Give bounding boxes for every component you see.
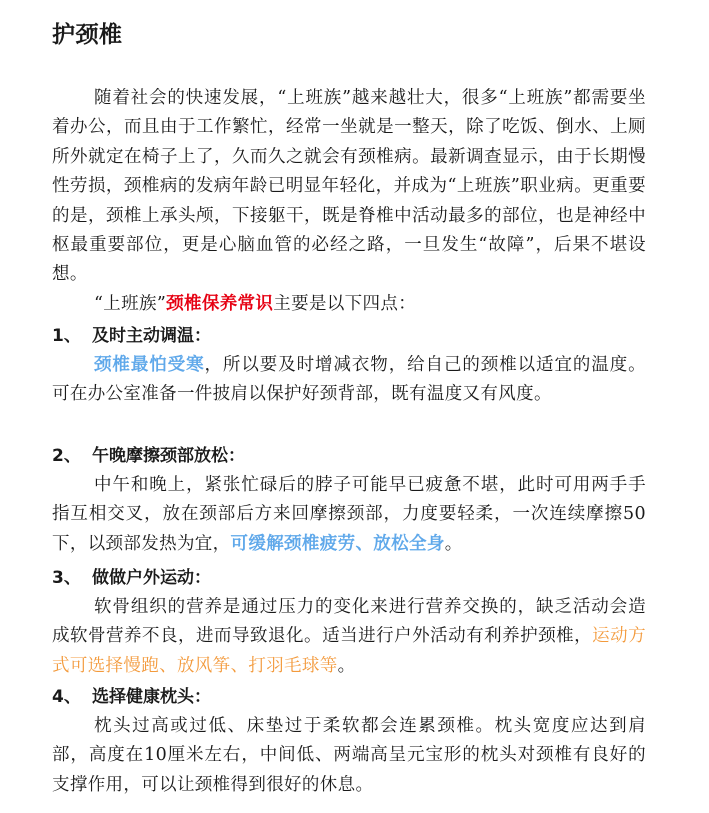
lead-highlight: 颈椎保养常识 — [166, 294, 274, 314]
section-heading-4 — [52, 685, 211, 709]
section-number: 4、 — [52, 687, 81, 707]
section-body-2 — [52, 471, 646, 559]
section-heading-3 — [52, 566, 211, 590]
section-body-4 — [52, 712, 646, 800]
intro-paragraph: 随着社会的快速发展，“上班族”越来越壮大，很多“上班族”都需要坐着办公，而且由于工作繁忙，经常一坐就是一整天，除了吃饭、倒水、上厕所外就定在椅子上了，久而久之就会有颈椎病。最新调查显示，由于长期慢性劳损，颈椎病的发病年龄已明显年轻化，并成为“上班族”职业病。更重要的是，颈椎上承头颅，下接躯干，既是脊椎中活动最多的部位，也是神经中枢最重要部位，更是心脑血管的必经之路，一旦发生“故障”，后果不堪设想。 — [52, 88, 646, 285]
section-number: 2、 — [52, 446, 81, 466]
section-number: 1、 — [52, 326, 81, 346]
section-text: 软骨组织的营养是通过压力的变化来进行营养交换的，缺乏活动会造成软骨营养不良，进而导致退化。适当进行户外活动有利养护颈椎， — [52, 597, 646, 647]
article-title: 护颈椎 — [52, 22, 123, 48]
section-highlight: 可缓解颈椎疲劳、放松全身 — [230, 533, 445, 554]
lead-after: 主要是以下四点： — [273, 294, 417, 314]
section-end: 。 — [337, 655, 356, 676]
section-highlight: 颈椎最怕受寒 — [94, 355, 205, 375]
section-body-1 — [52, 351, 646, 410]
section-heading-text: 做做户外运动： — [92, 568, 211, 588]
section-number: 3、 — [52, 568, 81, 588]
section-highlight: 运动方式可选择慢跑、放风筝、打羽毛球等 — [52, 626, 646, 676]
lead-paragraph — [52, 290, 646, 319]
section-heading-text: 选择健康枕头： — [92, 687, 211, 707]
section-heading-2 — [52, 444, 245, 468]
section-heading-text: 及时主动调温： — [92, 326, 211, 346]
section-text: 中午和晚上，紧张忙碌后的脖子可能早已疲惫不堪，此时可用两手手指互相交叉，放在颈部后方来回摩擦颈部，力度要轻柔，一次连续摩擦50下，以颈部发热为宜， — [52, 475, 646, 554]
section-heading-text: 午晚摩擦颈部放松： — [92, 446, 245, 466]
section-end: 。 — [444, 533, 463, 554]
section-text: 枕头过高或过低、床垫过于柔软都会连累颈椎。枕头宽度应达到肩部，高度在10厘米左右，中间低、两端高呈元宝形的枕头对颈椎有良好的支撑作用，可以让颈椎得到很好的休息。 — [52, 716, 646, 795]
section-heading-1 — [52, 324, 211, 348]
lead-before: “上班族” — [94, 294, 167, 314]
section-text: ，所以要及时增减衣物，给自己的颈椎以适宜的温度。可在办公室准备一件披肩以保护好颈背部，既有温度又有风度。 — [52, 355, 646, 405]
section-body-3 — [52, 593, 646, 681]
